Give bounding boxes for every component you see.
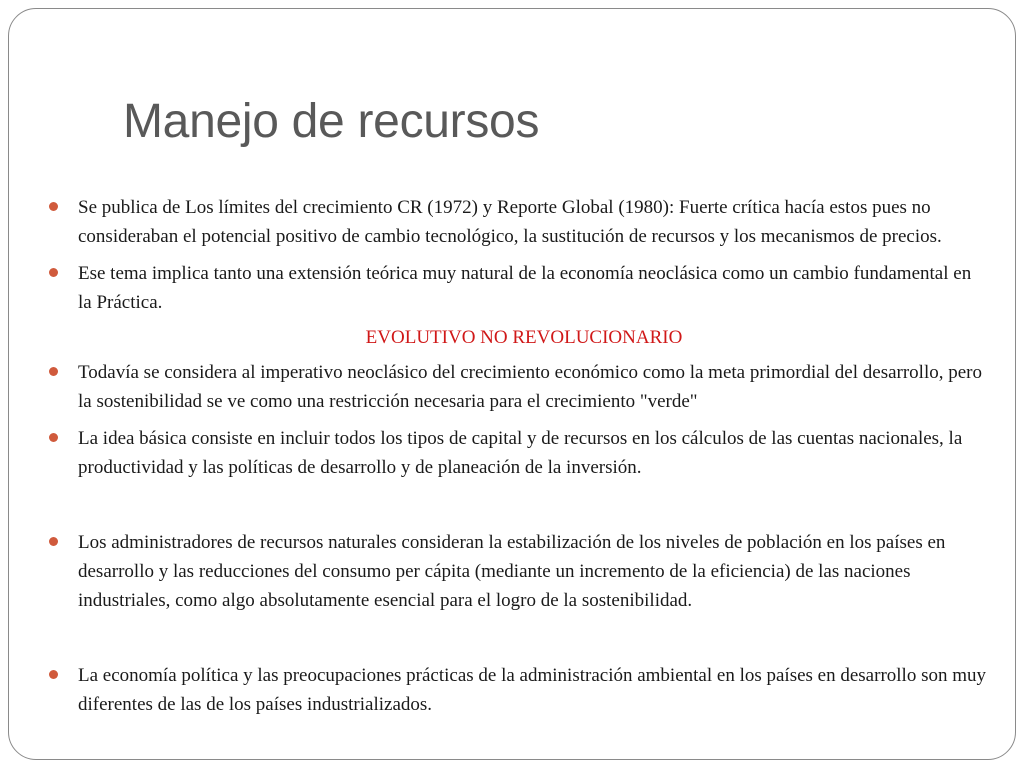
bullet-item xyxy=(49,259,989,317)
slide-title: Manejo de recursos xyxy=(123,95,540,148)
bullet-item xyxy=(49,193,989,251)
bullet-item xyxy=(49,661,989,719)
bullet-icon xyxy=(49,367,58,376)
bullet-text: La economía política y las preocupaciones prácticas de la administración ambiental en los países en desarrollo son muy diferentes de las de los países industrializados. xyxy=(78,665,987,715)
bullet-item xyxy=(49,358,989,416)
bullet-icon xyxy=(49,433,58,442)
bullet-text: La idea básica consiste en incluir todos los tipos de capital y de recursos en los cálculos de las cuentas nacionales, la productividad y las políticas de desarrollo y de planeación de la inversión. xyxy=(78,428,963,478)
bullet-text: Todavía se considera al imperativo neoclásico del crecimiento económico como la meta primordial del desarrollo, pero la sostenibilidad se ve como una restricción necesaria para el crecimiento "verde" xyxy=(78,362,982,412)
bullet-icon xyxy=(49,202,58,211)
slide-frame xyxy=(8,8,1016,760)
bullet-item xyxy=(49,424,989,482)
bullet-text: Se publica de Los límites del crecimiento CR (1972) y Reporte Global (1980): Fuerte crítica hacía estos pues no consideraban el potencial positivo de cambio tecnológico, la sustitución de recursos y los mecanismos de precios. xyxy=(78,197,942,247)
bullet-icon xyxy=(49,537,58,546)
bullet-icon xyxy=(49,670,58,679)
emphasis-line: EVOLUTIVO NO REVOLUCIONARIO xyxy=(365,327,683,348)
bullet-icon xyxy=(49,268,58,277)
bullet-item xyxy=(49,528,989,615)
bullet-text: Ese tema implica tanto una extensión teórica muy natural de la economía neoclásica como un cambio fundamental en la Práctica. xyxy=(78,263,972,313)
bullet-text: Los administradores de recursos naturales consideran la estabilización de los niveles de población en los países en desarrollo y las reducciones del consumo per cápita (mediante un incremento de la eficiencia) de las naciones industriales, como algo absolutamente esencial para el logro de la sostenibilidad. xyxy=(78,532,946,611)
slide-content xyxy=(49,193,989,727)
